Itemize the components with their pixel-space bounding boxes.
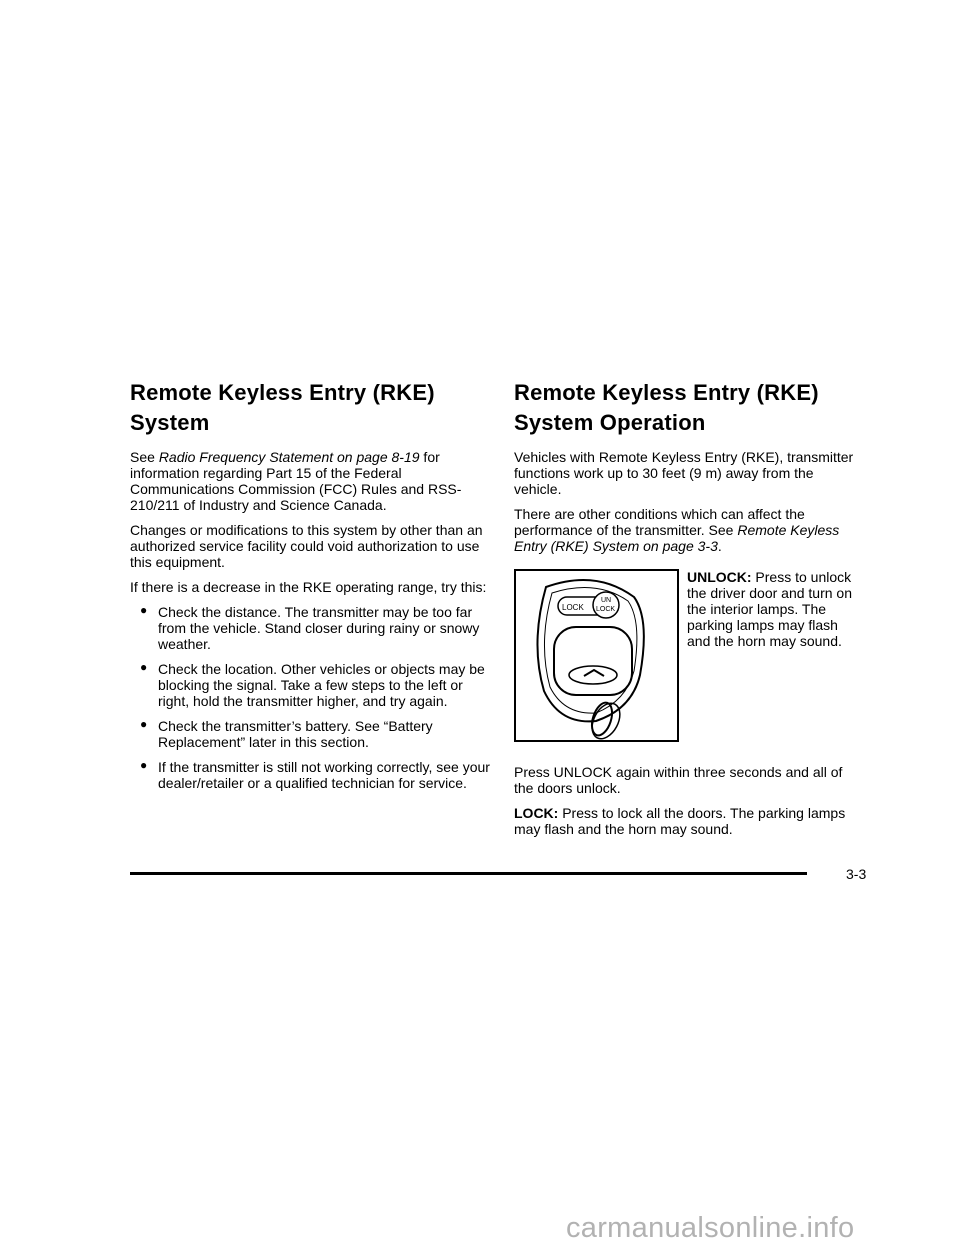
range-paragraph: Vehicles with Remote Keyless Entry (RKE), transmitter functions work up to 30 feet (9 m) away from the vehicle. <box>514 449 854 497</box>
list-item-text: Check the distance. The transmitter may be too far from the vehicle. Stand closer during rainy or snowy weather. <box>158 604 480 652</box>
conditions-paragraph <box>514 506 860 554</box>
key-fob-icon <box>516 571 677 740</box>
lock-paragraph <box>514 805 860 837</box>
unlock-button-label: LOCK <box>596 606 616 613</box>
unlock-button-label: UN <box>601 597 612 604</box>
lock-button-label: LOCK <box>562 603 584 612</box>
list-item <box>130 759 490 791</box>
page-number: 3-3 <box>846 866 867 882</box>
rke-system-heading <box>130 378 490 438</box>
text: See <box>130 449 159 465</box>
list-item-text: Check the location. Other vehicles or objects may be blocking the signal. Take a few steps to the left or right, hold the transmitter higher, and try again. <box>158 661 485 709</box>
text: There are other conditions which can affect the performance of the transmitter. See <box>514 506 805 538</box>
list-item-text: Check the transmitter’s battery. See “Battery Replacement” later in this section. <box>158 718 433 750</box>
troubleshooting-list <box>130 604 490 791</box>
bullet-icon: ● <box>140 603 148 617</box>
figure-row <box>514 569 860 742</box>
right-column <box>514 378 860 846</box>
cross-reference-link[interactable]: Radio Frequency Statement on page 8-19 <box>158 449 420 465</box>
list-item-text: If the transmitter is still not working correctly, see your dealer/retailer or a qualified technician for service. <box>158 759 490 791</box>
list-item <box>130 718 490 750</box>
list-item <box>130 661 490 709</box>
text: for information regarding Part 15 of the Federal Communications Commission (FCC) Rules and RSS-210/211 of Industry and Science Canada. <box>130 449 462 513</box>
bullet-icon: ● <box>140 717 148 731</box>
unlock-description <box>687 569 860 742</box>
unlock-again-paragraph: Press UNLOCK again within three seconds and all of the doors unlock. <box>514 764 843 796</box>
lock-text: Press to lock all the doors. The parking lamps may flash and the horn may sound. <box>514 805 846 837</box>
modifications-paragraph: Changes or modifications to this system by other than an authorized service facility could void authorization to use this equipment. <box>130 522 483 570</box>
heading-line: Remote Keyless Entry (RKE) <box>514 380 819 405</box>
list-item <box>130 604 490 652</box>
text: . <box>717 538 722 554</box>
left-column <box>130 378 490 800</box>
heading-line: System Operation <box>514 410 706 435</box>
rke-operation-heading <box>514 378 860 438</box>
footer-rule <box>130 872 807 875</box>
bullet-icon: ● <box>140 758 148 772</box>
key-fob-illustration <box>514 569 679 742</box>
cross-reference-link[interactable]: Remote Keyless Entry (RKE) System on page 3-3 <box>514 522 840 554</box>
bullet-icon: ● <box>140 660 148 674</box>
unlock-label: UNLOCK: <box>687 569 752 585</box>
lock-label: LOCK: <box>514 805 559 821</box>
watermark: carmanualsonline.info <box>566 1212 855 1244</box>
heading-line: Remote Keyless Entry (RKE) <box>130 380 435 405</box>
fcc-paragraph <box>130 449 490 513</box>
heading-line: System <box>130 410 210 435</box>
range-paragraph: If there is a decrease in the RKE operating range, try this: <box>130 579 487 595</box>
unlock-text: Press to unlock the driver door and turn on the interior lamps. The parking lamps may flash and the horn may sound. <box>687 569 852 649</box>
